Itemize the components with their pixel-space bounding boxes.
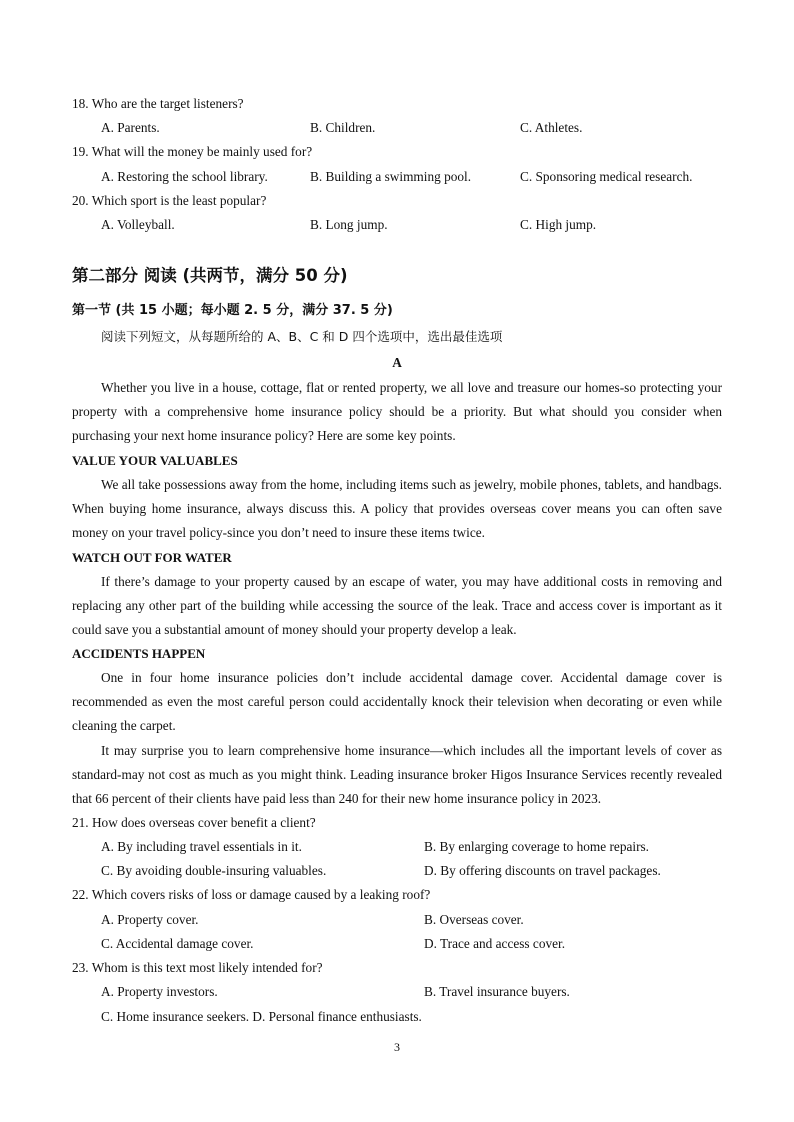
reading-instruction: 阅读下列短文，从每题所给的 A、B、C 和 D 四个选项中，选出最佳选项 <box>101 329 503 344</box>
paragraph-valuables: We all take possessions away from the home, including items such as jewelry, mobile phones, tablets, and handbags. When buying home insurance, always discuss this. A policy that provides overseas cover means you can often save money on your travel policy-since you don’t need to insure these items twice. <box>72 477 722 541</box>
question-19-option-c: C. Sponsoring medical research. <box>520 169 693 184</box>
section-one-heading: 第一节 (共 15 小题；每小题 2. 5 分，满分 37. 5 分) <box>72 303 393 318</box>
question-20-option-b: B. Long jump. <box>310 217 388 232</box>
question-22-option-b: B. Overseas cover. <box>424 912 524 927</box>
subheading-value-valuables: VALUE YOUR VALUABLES <box>72 453 238 468</box>
question-18-option-b: B. Children. <box>310 120 376 135</box>
question-23-option-cd: C. Home insurance seekers. D. Personal finance enthusiasts. <box>101 1009 422 1024</box>
intro-paragraph: Whether you live in a house, cottage, flat or rented property, we all love and treasure our homes-so protecting your property with a comprehensive home insurance policy should be a priority. But what should you consider when purchasing your next home insurance policy? Here are some key points. <box>72 380 722 444</box>
question-21-option-c: C. By avoiding double-insuring valuables. <box>101 863 327 878</box>
question-21-option-d: D. By offering discounts on travel packages. <box>424 863 661 878</box>
part-two-heading: 第二部分 阅读 (共两节，满分 50 分) <box>72 266 348 285</box>
question-19-option-b: B. Building a swimming pool. <box>310 169 472 184</box>
paragraph-accidents: One in four home insurance policies don’t include accidental damage cover. Accidental damage cover is recommended as even the most careful person could accidentally knock their television when decorating or even while cleaning the carpet. <box>72 670 722 734</box>
question-23-option-b: B. Travel insurance buyers. <box>424 984 570 999</box>
paragraph-water: If there’s damage to your property caused by an escape of water, you may have additional costs in removing and replacing any other part of the building while accessing the source of the leak. Trace and access cover is important as it could save you a substantial amount of money should your property develop a leak. <box>72 574 722 638</box>
question-22-option-a: A. Property cover. <box>101 912 199 927</box>
question-22-option-d: D. Trace and access cover. <box>424 936 566 951</box>
page-number: 3 <box>394 1040 400 1054</box>
question-19-stem: 19. What will the money be mainly used for? <box>72 144 313 159</box>
question-21-option-b: B. By enlarging coverage to home repairs. <box>424 839 649 854</box>
question-22-option-c: C. Accidental damage cover. <box>101 936 254 951</box>
question-23-stem: 23. Whom is this text most likely intended for? <box>72 960 323 975</box>
passage-label: A <box>392 355 402 370</box>
question-19-option-a: A. Restoring the school library. <box>101 169 268 184</box>
question-21-option-a: A. By including travel essentials in it. <box>101 839 302 854</box>
question-18-stem: 18. Who are the target listeners? <box>72 96 244 111</box>
question-23-option-a: A. Property investors. <box>101 984 218 999</box>
question-22-stem: 22. Which covers risks of loss or damage caused by a leaking roof? <box>72 887 431 902</box>
subheading-watch-water: WATCH OUT FOR WATER <box>72 550 232 565</box>
question-18-option-a: A. Parents. <box>101 120 160 135</box>
question-20-stem: 20. Which sport is the least popular? <box>72 193 267 208</box>
question-21-stem: 21. How does overseas cover benefit a client? <box>72 815 316 830</box>
paragraph-cost: It may surprise you to learn comprehensive home insurance—which includes all the important levels of cover as standard-may not cost as much as you might think. Leading insurance broker Higos Insurance Services recently revealed that 66 percent of their clients have paid less than 240 for their new home insurance policy in 2023. <box>72 743 722 807</box>
subheading-accidents: ACCIDENTS HAPPEN <box>72 646 206 661</box>
question-18-option-c: C. Athletes. <box>520 120 583 135</box>
question-20-option-a: A. Volleyball. <box>101 217 175 232</box>
question-20-option-c: C. High jump. <box>520 217 597 232</box>
